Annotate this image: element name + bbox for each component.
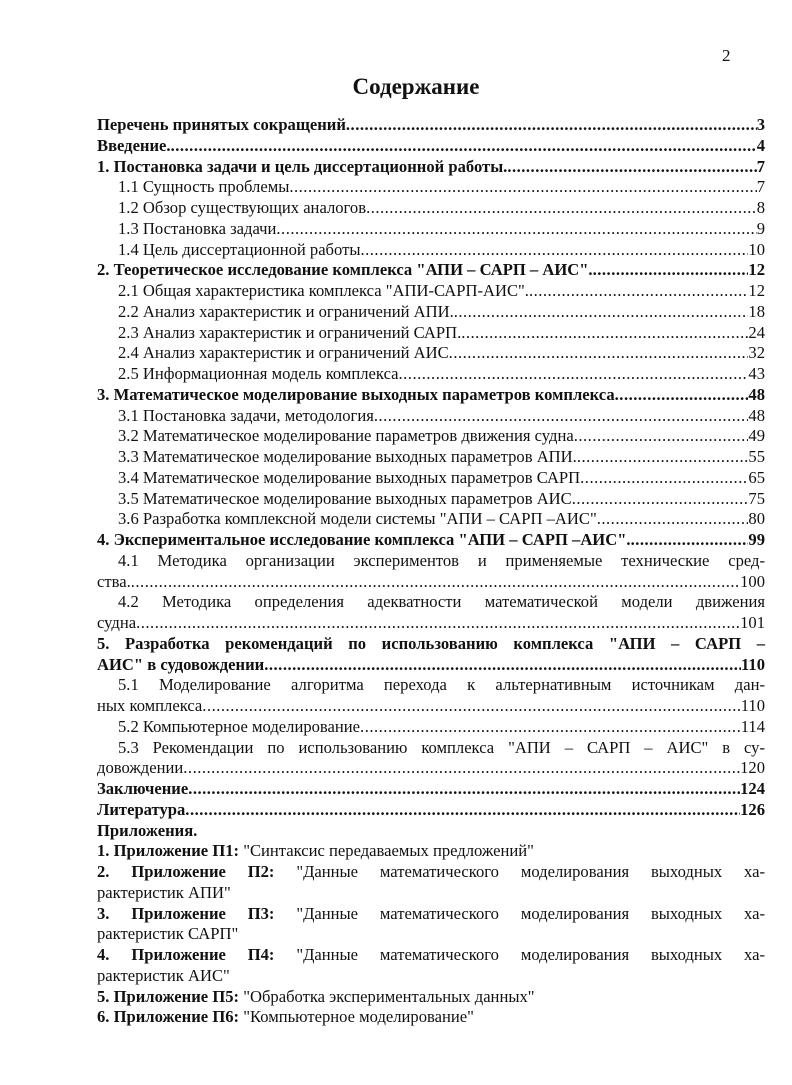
toc-entry-line	[97, 260, 765, 281]
toc-entry-line	[97, 530, 765, 551]
toc-entry-title: 1.3 Постановка задачи	[118, 218, 277, 238]
toc-entry[interactable]	[97, 738, 765, 780]
toc-entry-page: 114	[740, 716, 765, 736]
toc-entry-page: 18	[748, 301, 765, 321]
appendix-title: "Компьютерное моделирование"	[243, 1007, 474, 1027]
dot-leader	[615, 385, 749, 406]
toc-entry-line	[97, 385, 765, 406]
toc-entry[interactable]	[97, 717, 765, 738]
toc-entry[interactable]	[97, 385, 765, 406]
appendix-line	[97, 883, 765, 904]
toc-entry-line	[97, 655, 765, 676]
toc-entry[interactable]	[97, 779, 765, 800]
dot-leader	[360, 717, 741, 738]
appendix-line	[97, 924, 765, 945]
toc-entry[interactable]	[97, 551, 765, 593]
toc-entry-line	[97, 489, 765, 510]
dot-leader	[580, 468, 748, 489]
toc-entry-page: 126	[740, 799, 765, 819]
toc-entry-line	[97, 115, 765, 136]
dot-leader	[171, 136, 757, 157]
appendix-label: Приложение П6:	[113, 1007, 240, 1027]
dot-leader	[449, 343, 749, 364]
toc-entry-page: 12	[748, 260, 765, 280]
toc-entry-page: 9	[756, 218, 765, 238]
dot-leader	[461, 323, 748, 344]
toc-entry-page: 49	[748, 426, 765, 446]
toc-entry-title: 3. Математическое моделирование выходных параметров комплекса	[97, 384, 615, 404]
toc-entry-title: судна	[97, 613, 137, 632]
toc-entry-title: 4. Экспериментальное исследование комплекса "АПИ – САРП –АИС".	[97, 530, 631, 549]
toc-entry-line	[97, 426, 765, 447]
toc-entry-page: 80	[748, 509, 765, 529]
appendix-heading: Приложения.	[97, 820, 198, 840]
appendix-item[interactable]	[97, 987, 765, 1008]
toc-entry-title: 3.4 Математическое моделирование выходных параметров САРП	[118, 467, 581, 487]
toc-entry[interactable]	[97, 489, 765, 510]
appendix-number: 6.	[97, 1007, 110, 1027]
toc-entry-title: 2.5 Информационная модель комплекса	[118, 364, 399, 383]
toc-entry-line	[97, 779, 765, 800]
appendix-number: 3.	[97, 903, 110, 923]
appendix-title: "Обработка экспериментальных данных"	[243, 986, 535, 1006]
appendix-title: рактеристик АИС"	[97, 965, 230, 985]
toc-entry-line	[97, 572, 765, 593]
appendix-line	[97, 945, 765, 966]
dot-leader	[577, 447, 749, 468]
toc-entry-page: 32	[748, 343, 765, 363]
toc-entry-page: 120	[740, 758, 765, 778]
dot-leader	[597, 509, 749, 530]
toc-entry[interactable]	[97, 592, 765, 634]
toc-entry-line	[97, 198, 765, 219]
toc-entry-title: 5.2 Компьютерное моделирование	[118, 716, 361, 736]
toc-entry[interactable]	[97, 530, 765, 551]
toc-entry-line	[97, 406, 765, 427]
appendix-label: Приложение П5:	[113, 986, 240, 1006]
dot-leader	[360, 240, 748, 261]
toc-entry[interactable]	[97, 468, 765, 489]
toc-entry-title: 1.4 Цель диссертационной работы	[118, 239, 361, 259]
appendix-item[interactable]	[97, 1007, 765, 1028]
toc-entry-page: 7	[756, 177, 765, 197]
toc-entry-page: 4	[756, 135, 765, 155]
appendix-item[interactable]	[97, 862, 765, 904]
appendix-title: "Синтаксис передаваемых предложений"	[243, 841, 534, 861]
dot-leader	[289, 177, 756, 198]
appendix-line	[97, 987, 765, 1008]
appendix-title: "Данные математического моделирования выходных ха-	[296, 945, 765, 964]
dot-leader	[183, 758, 740, 779]
toc-entry[interactable]	[97, 302, 765, 323]
toc-entry-page: 10	[748, 239, 765, 259]
page-title: Содержание	[352, 74, 480, 99]
toc-entry-first-line: 5. Разработка рекомендаций по использованию комплекса "АПИ – САРП –	[97, 633, 765, 653]
toc-entry-page: 43	[748, 364, 765, 383]
toc-entry-line	[97, 447, 765, 468]
toc-entry[interactable]	[97, 219, 765, 240]
toc-entry[interactable]	[97, 364, 765, 385]
toc-entry-page: 110	[740, 696, 765, 715]
toc-entry-line	[97, 468, 765, 489]
toc-entry-line	[97, 696, 765, 717]
toc-entry-page: 8	[756, 198, 765, 217]
page-number: 2	[722, 46, 731, 65]
toc-entry-line	[97, 240, 765, 261]
toc-entry-line	[97, 343, 765, 364]
toc-entry[interactable]	[97, 447, 765, 468]
dot-leader	[572, 489, 749, 510]
dot-leader	[185, 800, 740, 821]
dot-leader	[366, 198, 757, 219]
toc-entry-line	[97, 302, 765, 323]
toc-entry-line	[97, 509, 765, 530]
appendix-number: 4.	[97, 945, 110, 964]
appendix-item[interactable]	[97, 904, 765, 946]
toc-entry[interactable]	[97, 343, 765, 364]
toc-entry-title: 3.6 Разработка комплексной модели системы "АПИ – САРП –АИС"	[118, 509, 597, 529]
toc-entry[interactable]	[97, 675, 765, 717]
toc-entry[interactable]	[97, 260, 765, 281]
toc-entry-title: 2. Теоретическое исследование комплекса "АПИ – САРП – АИС".	[97, 260, 593, 280]
toc-entry-title: довождении	[97, 758, 184, 778]
toc-entry-title: 2.4 Анализ характеристик и ограничений АИС	[118, 343, 449, 363]
dot-leader	[574, 426, 749, 447]
toc-entry-title: АИС" в судовождении	[97, 654, 265, 674]
toc-entry-line	[97, 758, 765, 779]
dot-leader	[188, 779, 740, 800]
dot-leader	[454, 302, 749, 323]
toc-entry[interactable]	[97, 406, 765, 427]
appendix-title: рактеристик АПИ"	[97, 882, 231, 902]
toc-entry-title: Литература	[97, 799, 186, 819]
toc-entry-page: 101	[740, 613, 765, 632]
dot-leader	[264, 655, 741, 676]
toc-entry-page: 7	[756, 156, 765, 176]
toc-entry-title: 3.3 Математическое моделирование выходных параметров АПИ.	[118, 447, 577, 466]
toc-entry-title: Заключение	[97, 779, 189, 798]
appendix-item[interactable]	[97, 841, 765, 862]
toc-entry-title: 3.2 Математическое моделирование параметров движения судна	[118, 426, 574, 446]
toc-entry[interactable]	[97, 198, 765, 219]
dot-leader	[529, 281, 748, 302]
dot-leader	[507, 157, 756, 178]
toc-entry[interactable]	[97, 634, 765, 676]
toc-entry-title: ства.	[97, 571, 131, 591]
toc-entry-page: 99	[748, 530, 765, 549]
dot-leader	[136, 613, 740, 634]
dot-leader	[374, 406, 749, 427]
toc-entry-title: 3.5 Математическое моделирование выходных параметров АИС	[118, 488, 572, 508]
toc-entry-page: 75	[748, 488, 765, 508]
toc-entry-first-line: 5.3 Рекомендации по использованию комплекса "АПИ – САРП – АИС" в су-	[118, 737, 765, 757]
toc-entry-page: 110	[741, 654, 765, 674]
toc-entry-line	[97, 613, 765, 634]
dot-leader	[346, 115, 757, 136]
toc-entry-line	[97, 800, 765, 821]
toc-entry-page: 65	[748, 467, 765, 487]
toc-entry-title: 2.1 Общая характеристика комплекса "АПИ-САРП-АИС".	[118, 281, 529, 300]
toc-entry-title: 2.3 Анализ характеристик и ограничений САРП.	[118, 322, 462, 342]
toc-entry[interactable]	[97, 426, 765, 447]
appendix-item[interactable]	[97, 945, 765, 987]
appendix-number: 2.	[97, 862, 110, 881]
toc-entry-page: 24	[748, 322, 765, 342]
appendix-label: Приложение П2:	[131, 862, 275, 881]
appendix-line	[97, 904, 765, 925]
appendix-title: рактеристик САРП"	[97, 924, 239, 944]
appendix-number: 1.	[97, 841, 110, 861]
toc-entry-title: Введение.	[97, 135, 171, 155]
toc-entry-page: 124	[740, 779, 765, 798]
toc-entry[interactable]	[97, 323, 765, 344]
toc-entry[interactable]	[97, 136, 765, 157]
toc-entry-line	[97, 323, 765, 344]
toc-entry-page: 100	[740, 571, 765, 591]
appendix-label: Приложение П3:	[131, 903, 275, 923]
toc-entry-title: 1.1 Сущность проблемы	[118, 177, 290, 197]
appendix-line	[97, 841, 765, 862]
toc-entry[interactable]	[97, 115, 765, 136]
toc-entry-page: 48	[748, 405, 765, 425]
toc-entry-first-line: 4.1 Методика организации экспериментов и применяемые технические сред-	[118, 550, 765, 570]
appendix-label: Приложение П4:	[131, 945, 275, 964]
dot-leader	[631, 530, 749, 551]
dot-leader	[399, 364, 749, 385]
table-of-contents	[97, 115, 765, 1028]
toc-entry-line	[97, 177, 765, 198]
toc-entry-line	[97, 136, 765, 157]
toc-entry-line	[97, 281, 765, 302]
toc-entry-title: 3.1 Постановка задачи, методология	[118, 405, 374, 425]
appendix-label: Приложение П1:	[113, 841, 240, 861]
dot-leader	[276, 219, 756, 240]
toc-entry[interactable]	[97, 177, 765, 198]
toc-entry-title: 1. Постановка задачи и цель диссертационной работы.	[97, 156, 508, 176]
toc-entry-line	[97, 717, 765, 738]
toc-entry-page: 12	[748, 281, 765, 300]
appendix-line	[97, 1007, 765, 1028]
toc-entry-title: ных комплекса	[97, 696, 203, 715]
toc-entry-title: 1.2 Обзор существующих аналогов	[118, 198, 367, 217]
toc-entry[interactable]	[97, 240, 765, 261]
toc-entry[interactable]	[97, 281, 765, 302]
toc-entry[interactable]	[97, 509, 765, 530]
toc-entry-line	[97, 364, 765, 385]
appendix-line	[97, 966, 765, 987]
toc-entry[interactable]	[97, 157, 765, 178]
toc-entry-first-line: 4.2 Методика определения адекватности математической модели движения	[118, 592, 765, 612]
appendix-title: "Данные математического моделирования выходных ха-	[296, 903, 765, 923]
toc-entry-first-line: 5.1 Моделирование алгоритма перехода к альтернативным источникам дан-	[118, 675, 765, 695]
toc-entry-line	[97, 157, 765, 178]
appendix-title: "Данные математического моделирования выходных ха-	[296, 862, 765, 881]
appendix-number: 5.	[97, 986, 110, 1006]
toc-entry-page: 48	[748, 384, 765, 404]
toc-entry-page: 55	[748, 447, 765, 466]
appendix-line	[97, 862, 765, 883]
dot-leader	[593, 260, 749, 281]
toc-entry-title: 2.2 Анализ характеристик и ограничений АПИ.	[118, 301, 454, 321]
toc-entry-title: Перечень принятых сокращений	[97, 115, 346, 134]
dot-leader	[131, 572, 740, 593]
toc-entry[interactable]	[97, 800, 765, 821]
toc-entry-page: 3	[756, 115, 765, 134]
dot-leader	[202, 696, 740, 717]
toc-entry-line	[97, 219, 765, 240]
